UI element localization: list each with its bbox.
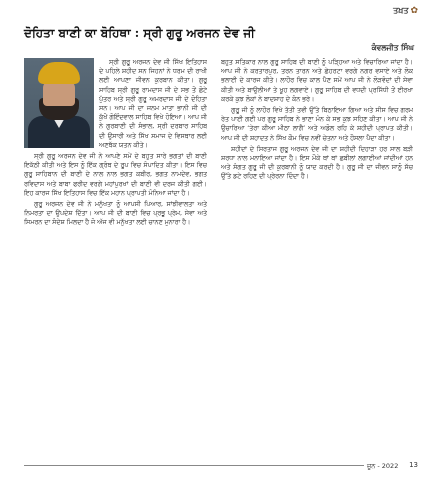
footer-divider (24, 465, 374, 466)
section-label: ਤਖ਼ਤ (393, 6, 409, 15)
paragraph: ਸ਼ਹੀਦਾਂ ਦੇ ਸਿਰਤਾਜ ਗੁਰੂ ਅਰਜਨ ਦੇਵ ਜੀ ਦਾ ਸ਼ਹੀਦੀ ਦਿਹਾੜਾ ਹਰ ਸਾਲ ਬੜੀ ਸ਼ਰਧਾ ਨਾਲ ਮਨਾਇਆ ਜਾਂਦਾ ਹੈ। ਇਸ ਮੌਕੇ ਥਾਂ ਥਾਂ ਛਬੀਲਾਂ ਲਗਾਈਆਂ ਜਾਂਦੀਆਂ ਹਨ ਅਤੇ ਸੰਗਤ ਗੁਰੂ ਜੀ ਦੀ ਕੁਰਬਾਨੀ ਨੂੰ ਯਾਦ ਕਰਦੀ ਹੈ। ਗੁਰੂ ਜੀ ਦਾ ਜੀਵਨ ਸਾਨੂੰ ਸੱਚ ਉੱਤੇ ਡਟੇ ਰਹਿਣ ਦੀ ਪ੍ਰੇਰਨਾ ਦਿੰਦਾ ਹੈ। (221, 145, 413, 181)
issue-date: ਜੂਨ - 2022 (364, 462, 401, 471)
article-title: ਦੋਹਿਤਾ ਬਾਣੀ ਕਾ ਬੋਹਿਥਾ : ਸ੍ਰੀ ਗੁਰੂ ਅਰਜਨ ਦੇਵ ਜੀ (24, 26, 255, 40)
left-column (24, 58, 207, 448)
article-author: ਕੰਵਲਜੀਤ ਸਿੰਘ (371, 43, 414, 52)
section-header (393, 6, 418, 16)
photo-turban (38, 62, 80, 84)
paragraph: ਸ੍ਰੀ ਗੁਰੂ ਅਰਜਨ ਦੇਵ ਜੀ ਸਿੱਖ ਇਤਿਹਾਸ ਦੇ ਪਹਿਲੇ ਸ਼ਹੀਦ ਸਨ ਜਿਹਨਾਂ ਨੇ ਧਰਮ ਦੀ ਰਾਖੀ ਲਈ ਆਪਣਾ ਜੀਵਨ ਕੁਰਬਾਨ ਕੀਤਾ। ਗੁਰੂ ਸਾਹਿਬ ਸ੍ਰੀ ਗੁਰੂ ਰਾਮਦਾਸ ਜੀ ਦੇ ਸਭ ਤੋਂ ਛੋਟੇ ਪੁੱਤਰ ਅਤੇ ਸ੍ਰੀ ਗੁਰੂ ਅਮਰਦਾਸ ਜੀ ਦੇ ਦੋਹਿਤਾ ਸਨ। ਆਪ ਜੀ ਦਾ ਜਨਮ ਮਾਤਾ ਭਾਨੀ ਜੀ ਦੀ ਕੁੱਖੋਂ ਗੋਇੰਦਵਾਲ ਸਾਹਿਬ ਵਿਖੇ ਹੋਇਆ। ਆਪ ਜੀ ਨੇ ਗੁਰਬਾਣੀ ਦੀ ਸੰਭਾਲ, ਸ੍ਰੀ ਦਰਬਾਰ ਸਾਹਿਬ ਦੀ ਉਸਾਰੀ ਅਤੇ ਸਿੱਖ ਸਮਾਜ ਦੇ ਵਿਸਥਾਰ ਲਈ ਅਣਥੱਕ ਯਤਨ ਕੀਤੇ। (99, 59, 207, 149)
author-photo (24, 58, 94, 148)
paragraph: ਬਹੁਤ ਸਤਿਕਾਰ ਨਾਲ ਗੁਰੂ ਸਾਹਿਬ ਦੀ ਬਾਣੀ ਨੂੰ ਪੜ੍ਹਿਆ ਅਤੇ ਵਿਚਾਰਿਆ ਜਾਂਦਾ ਹੈ। ਆਪ ਜੀ ਨੇ ਕਰਤਾਰਪੁਰ, ਤਰਨ ਤਾਰਨ ਅਤੇ ਛੇਹਰਟਾ ਵਰਗੇ ਨਗਰ ਵਸਾਏ ਅਤੇ ਲੋਕ ਭਲਾਈ ਦੇ ਕਾਰਜ ਕੀਤੇ। ਲਾਹੌਰ ਵਿਚ ਕਾਲ ਪੈਣ ਸਮੇਂ ਆਪ ਜੀ ਨੇ ਲੋੜਵੰਦਾਂ ਦੀ ਸੇਵਾ ਕੀਤੀ ਅਤੇ ਬਾਉਲੀਆਂ ਤੇ ਖੂਹ ਲਗਵਾਏ। ਗੁਰੂ ਸਾਹਿਬ ਦੀ ਵਧਦੀ ਪ੍ਰਸਿੱਧੀ ਤੋਂ ਈਰਖਾ ਕਰਕੇ ਕੁਝ ਲੋਕਾਂ ਨੇ ਬਾਦਸ਼ਾਹ ਦੇ ਕੰਨ ਭਰੇ। (221, 59, 413, 103)
ornament-icon: ✿ (410, 6, 418, 16)
paragraph: ਗੁਰੂ ਜੀ ਨੂੰ ਲਾਹੌਰ ਵਿਖੇ ਤੱਤੀ ਤਵੀ ਉੱਤੇ ਬਿਠਾਇਆ ਗਿਆ ਅਤੇ ਸੀਸ ਵਿਚ ਗਰਮ ਰੇਤ ਪਾਈ ਗਈ ਪਰ ਗੁਰੂ ਸਾਹਿਬ ਨੇ ਭਾਣਾ ਮੰਨ ਕੇ ਸਭ ਕੁਝ ਸਹਿਣ ਕੀਤਾ। ਆਪ ਜੀ ਨੇ ਉਚਾਰਿਆ ‘ਤੇਰਾ ਕੀਆ ਮੀਠਾ ਲਾਗੈ’ ਅਤੇ ਅਡੋਲ ਰਹਿ ਕੇ ਸ਼ਹੀਦੀ ਪ੍ਰਾਪਤ ਕੀਤੀ। ਆਪ ਜੀ ਦੀ ਸ਼ਹਾਦਤ ਨੇ ਸਿੱਖ ਕੌਮ ਵਿਚ ਨਵੀਂ ਚੇਤਨਾ ਅਤੇ ਹੌਸਲਾ ਪੈਦਾ ਕੀਤਾ। (221, 107, 413, 142)
paragraph: ਸ੍ਰੀ ਗੁਰੂ ਅਰਜਨ ਦੇਵ ਜੀ ਨੇ ਆਪਣੇ ਸਮੇਂ ਦੇ ਬਹੁਤ ਸਾਰੇ ਭਗਤਾਂ ਦੀ ਬਾਣੀ ਇਕੱਠੀ ਕੀਤੀ ਅਤੇ ਇਸ ਨੂੰ ਇੱਕ ਗ੍ਰੰਥ ਦੇ ਰੂਪ ਵਿਚ ਸੰਪਾਦਿਤ ਕੀਤਾ। ਇਸ ਵਿਚ ਗੁਰੂ ਸਾਹਿਬਾਨ ਦੀ ਬਾਣੀ ਦੇ ਨਾਲ ਨਾਲ ਭਗਤ ਕਬੀਰ, ਭਗਤ ਨਾਮਦੇਵ, ਭਗਤ ਰਵਿਦਾਸ ਅਤੇ ਬਾਬਾ ਫਰੀਦ ਵਰਗੇ ਮਹਾਂਪੁਰਖਾਂ ਦੀ ਬਾਣੀ ਵੀ ਦਰਜ ਕੀਤੀ ਗਈ। ਇਹ ਕਾਰਜ ਸਿੱਖ ਇਤਿਹਾਸ ਵਿਚ ਇੱਕ ਮਹਾਨ ਪ੍ਰਾਪਤੀ ਮੰਨਿਆ ਜਾਂਦਾ ਹੈ। (24, 153, 207, 197)
right-column (221, 58, 413, 448)
paragraph: ਗੁਰੂ ਅਰਜਨ ਦੇਵ ਜੀ ਨੇ ਮਨੁੱਖਤਾ ਨੂੰ ਆਪਸੀ ਪਿਆਰ, ਸਾਂਝੀਵਾਲਤਾ ਅਤੇ ਨਿਮਰਤਾ ਦਾ ਉਪਦੇਸ਼ ਦਿੱਤਾ। ਆਪ ਜੀ ਦੀ ਬਾਣੀ ਵਿਚ ਪ੍ਰਭੂ ਪ੍ਰੇਮ, ਸੇਵਾ ਅਤੇ ਸਿਮਰਨ ਦਾ ਸੰਦੇਸ਼ ਮਿਲਦਾ ਹੈ ਜੋ ਅੱਜ ਵੀ ਮਨੁੱਖਤਾ ਲਈ ਚਾਨਣ ਮੁਨਾਰਾ ਹੈ। (24, 201, 207, 227)
page-number: 13 (409, 461, 418, 469)
